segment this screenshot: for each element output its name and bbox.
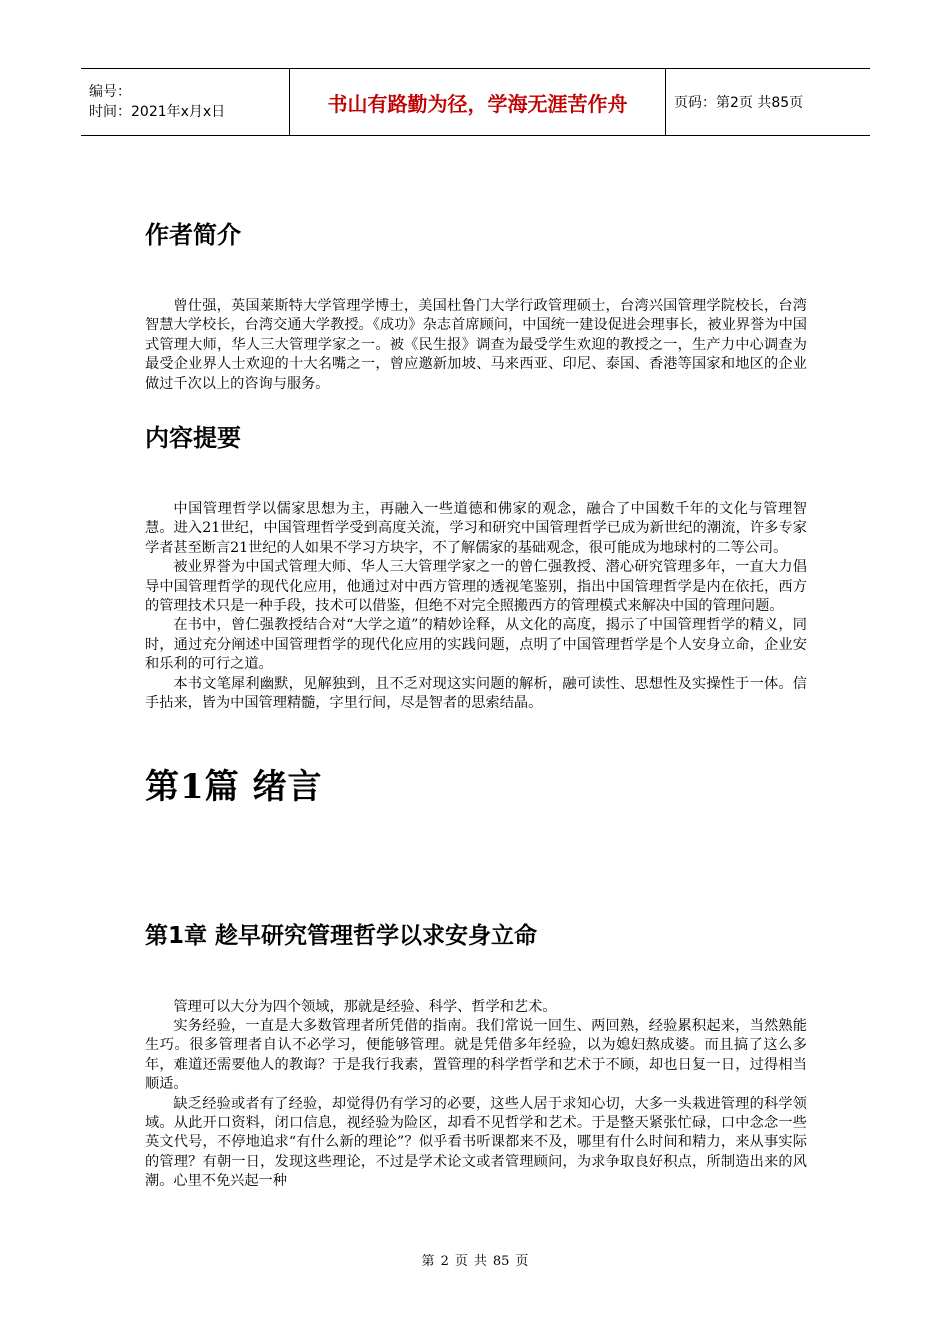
header-page-info: 页码：第2页 共85页	[666, 69, 871, 136]
chapter-paragraph-3: 缺乏经验或者有了经验，却觉得仍有学习的必要，这些人居于求知心切，大多一头栽进管理的科学领域。从此开口资料，闭口信息，视经验为险区，却看不见哲学和艺术。于是整天紧张忙碌，口中念念一些英文代号，不停地追求“有什么新的理论”？似乎看书听课都来不及，哪里有什么时间和精力，来从事实际的管理？有朝一日，发现这些理论，不过是学术论文或者管理顾问，为求争取良好积点，所制造出来的风潮。心里不免兴起一种	[145, 1095, 807, 1190]
header-motto: 书山有路勤为径，学海无涯苦作舟	[290, 69, 666, 136]
footer-page-number: 2	[440, 1254, 449, 1269]
number-label: 编号：	[89, 84, 131, 100]
footer-total-pages: 85	[492, 1254, 510, 1269]
page-footer	[0, 1250, 950, 1269]
page-header	[81, 68, 870, 136]
footer-ye-2: 页	[515, 1254, 529, 1269]
summary-paragraph-1: 中国管理哲学以儒家思想为主，再融入一些道德和佛家的观念，融合了中国数千年的文化与管理智慧。进入21世纪，中国管理哲学受到高度关流，学习和研究中国管理哲学已成为新世纪的潮流，许多专家学者甚至断言21世纪的人如果不学习方块字，不了解儒家的基础观念，很可能成为地球村的二等公司。	[145, 501, 807, 556]
time-label: 时间：2021年x月x日	[89, 104, 226, 120]
summary-paragraph-2: 被业界誉为中国式管理大师、华人三大管理学家之一的曾仁强教授、潜心研究管理多年，一直大力倡导中国管理哲学的现代化应用，他通过对中西方管理的透视笔鉴别，指出中国管理哲学是内在依托，西方的管理技术只是一种手段，技术可以借鉴，但绝不对完全照搬西方的管理模式来解决中国的管理问题。	[145, 559, 807, 615]
summary-paragraph-4: 本书文笔犀利幽默，见解独到，且不乏对现这实问题的解析，融可读性、思想性及实操性于一体。信手拈来，皆为中国管理精髓，字里行间，尽是智者的思索结晶。	[145, 675, 807, 712]
summary-heading: 内容提要	[145, 424, 241, 453]
summary-paragraph-3: 在书中，曾仁强教授结合对“大学之道”的精妙诠释，从文化的高度，揭示了中国管理哲学的精义，同时，通过充分阐述中国管理哲学的现代化应用的实践问题，点明了中国管理哲学是个人安身立命，企业安和乐利的可行之道。	[145, 617, 807, 673]
chapter-heading: 第1章 趁早研究管理哲学以求安身立命	[145, 922, 538, 949]
part-heading: 第1篇 绪言	[145, 766, 323, 807]
footer-di: 第	[421, 1254, 435, 1269]
chapter-paragraph-2: 实务经验，一直是大多数管理者所凭借的指南。我们常说一回生、两回熟，经验累积起来，当然熟能生巧。很多管理者自认不必学习，便能够管理。就是凭借多年经验，以为媳妇熬成婆。而且搞了这么多年，难道还需要他人的教诲？于是我行我素，置管理的科学哲学和艺术于不顾，却也日复一日，过得相当顺适。	[145, 1017, 807, 1093]
footer-ye: 页	[454, 1254, 468, 1269]
header-meta	[81, 69, 290, 136]
author-heading: 作者简介	[145, 221, 241, 249]
footer-gong: 共	[473, 1254, 487, 1269]
chapter-paragraph-1: 管理可以大分为四个领域，那就是经验、科学、哲学和艺术。	[173, 998, 557, 1015]
author-paragraph: 曾仕强，英国莱斯特大学管理学博士，美国杜鲁门大学行政管理硕士，台湾兴国管理学院校长，台湾智慧大学校长，台湾交通大学教授。《成功》杂志首席顾问，中国统一建设促进会理事长，被业界誉为中国式管理大师，华人三大管理学家之一。被《民生报》调查为最受学生欢迎的教授之一，生产力中心调查为最受企业界人士欢迎的十大名嘴之一，曾应邀新加坡、马来西亚、印尼、泰国、香港等国家和地区的企业做过千次以上的咨询与服务。	[145, 298, 807, 392]
document-body	[145, 215, 807, 1192]
